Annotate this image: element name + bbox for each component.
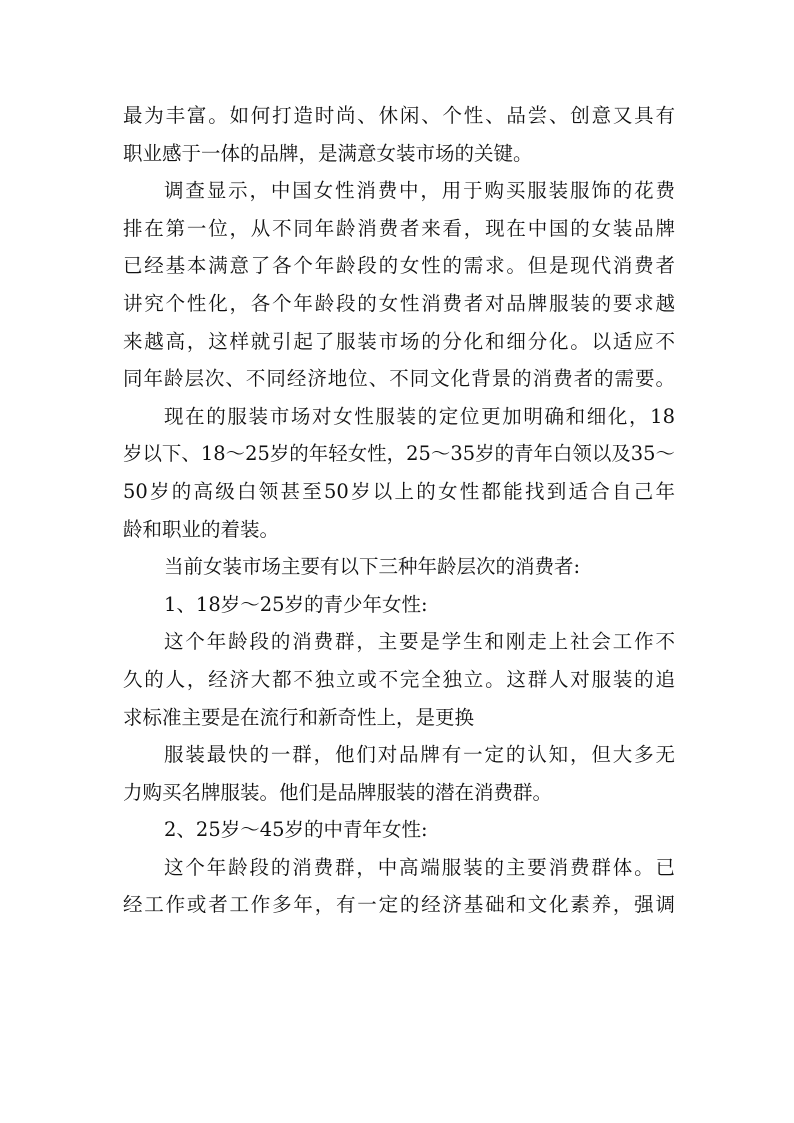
- text-line: 已经基本满意了各个年龄段的女性的需求。但是现代消费者: [123, 254, 675, 278]
- text-line: 排在第一位，从不同年龄消费者来看，现在中国的女装品牌: [123, 216, 675, 240]
- text-line: 经工作或者工作多年，有一定的经济基础和文化素养，强调: [123, 893, 675, 917]
- text-line: 职业感于一体的品牌，是满意女装市场的关键。: [123, 141, 533, 165]
- text-line: 最为丰富。如何打造时尚、休闲、个性、品尝、创意又具有: [123, 104, 675, 127]
- paragraph-first-line: 现在的服装市场对女性服装的定位更加明确和细化，18: [164, 404, 675, 428]
- paragraph-first-line: 调查显示，中国女性消费中，用于购买服装服饰的花费: [164, 179, 675, 203]
- paragraph-first-line: 这个年龄段的消费群，中高端服装的主要消费群体。已: [164, 855, 675, 879]
- text-line: 50岁的高级白领甚至50岁以上的女性都能找到适合自己年: [123, 479, 675, 503]
- paragraph-first-line: 服装最快的一群，他们对品牌有一定的认知，但大多无: [164, 743, 675, 767]
- section-heading: 1、18岁～25岁的青少年女性:: [164, 592, 428, 616]
- text-line: 力购买名牌服装。他们是品牌服装的潜在消费群。: [123, 780, 553, 804]
- text-line: 岁以下、18～25岁的年轻女性，25～35岁的青年白领以及35～: [123, 442, 675, 466]
- text-line: 龄和职业的着装。: [123, 517, 280, 541]
- text-line: 求标准主要是在流行和新奇性上，是更换: [123, 705, 475, 729]
- document-body: [123, 97, 675, 924]
- paragraph-first-line: 这个年龄段的消费群，主要是学生和刚走上社会工作不: [164, 630, 675, 654]
- text-line: 来越高，这样就引起了服装市场的分化和细分化。以适应不: [123, 329, 675, 353]
- text-line: 讲究个性化，各个年龄段的女性消费者对品牌服装的要求越: [123, 291, 675, 315]
- text-line: 同年龄层次、不同经济地位、不同文化背景的消费者的需要。: [123, 367, 675, 391]
- text-line: 久的人，经济大都不独立或不完全独立。这群人对服装的追: [123, 667, 675, 691]
- section-heading: 2、25岁～45岁的中青年女性:: [164, 818, 428, 842]
- paragraph-first-line: 当前女装市场主要有以下三种年龄层次的消费者:: [164, 555, 581, 579]
